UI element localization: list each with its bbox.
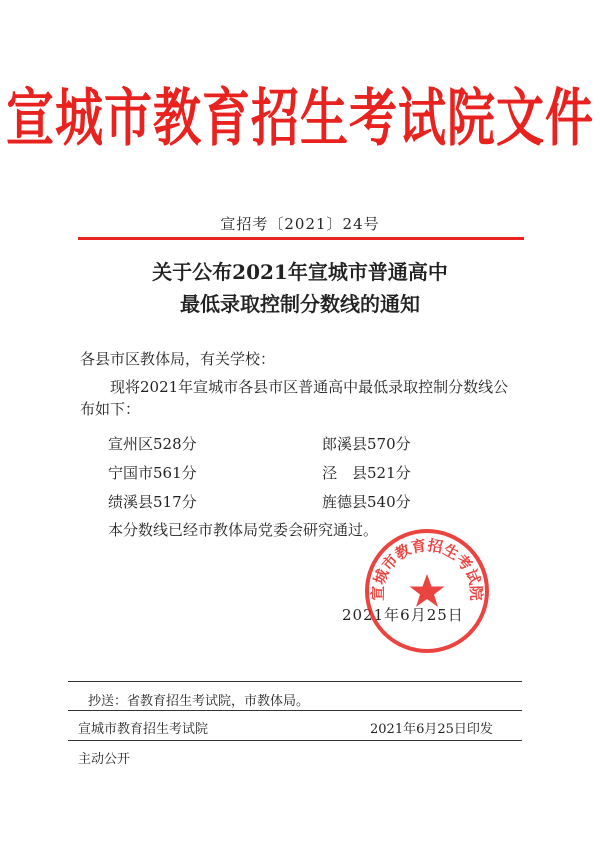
notice-title-line2: 最低录取控制分数线的通知	[180, 292, 420, 316]
score-item: 宁国市561分	[108, 464, 197, 482]
score-item: 郎溪县570分	[322, 435, 411, 453]
signature-date: 2021年6月25日	[342, 606, 464, 624]
seal-text: 宣城市教育招生考试院	[368, 536, 486, 601]
document-masthead: 宣城市教育招生考试院文件	[5, 82, 594, 156]
footer-divider	[68, 740, 522, 741]
score-item: 宣州区528分	[108, 435, 197, 453]
official-seal-icon	[362, 526, 492, 656]
score-item: 绩溪县517分	[108, 493, 197, 511]
salutation: 各县市区教体局，有关学校：	[80, 350, 276, 368]
notice-title	[0, 256, 600, 320]
approval-note: 本分数线已经市教体局党委会研究通过。	[108, 521, 379, 539]
disclosure-label: 主动公开	[78, 752, 131, 767]
footer-divider	[68, 681, 522, 682]
body-paragraph: 现将2021年宣城市各县市区普通高中最低录取控制分数线公布如下：	[80, 378, 509, 418]
footer-divider	[68, 710, 522, 711]
score-item: 泾 县521分	[322, 464, 411, 482]
notice-title-line1: 关于公布2021年宣城市普通高中	[152, 260, 448, 284]
seal-star-icon	[410, 574, 445, 607]
issue-date: 2021年6月25日印发	[370, 722, 493, 737]
document-number: 宣招考〔2021〕24号	[220, 215, 380, 233]
red-divider	[78, 237, 524, 240]
score-item: 旌德县540分	[322, 493, 411, 511]
issuer-name: 宣城市教育招生考试院	[78, 722, 209, 737]
cc-line: 抄送：省教育招生考试院，市教体局。	[88, 694, 310, 709]
